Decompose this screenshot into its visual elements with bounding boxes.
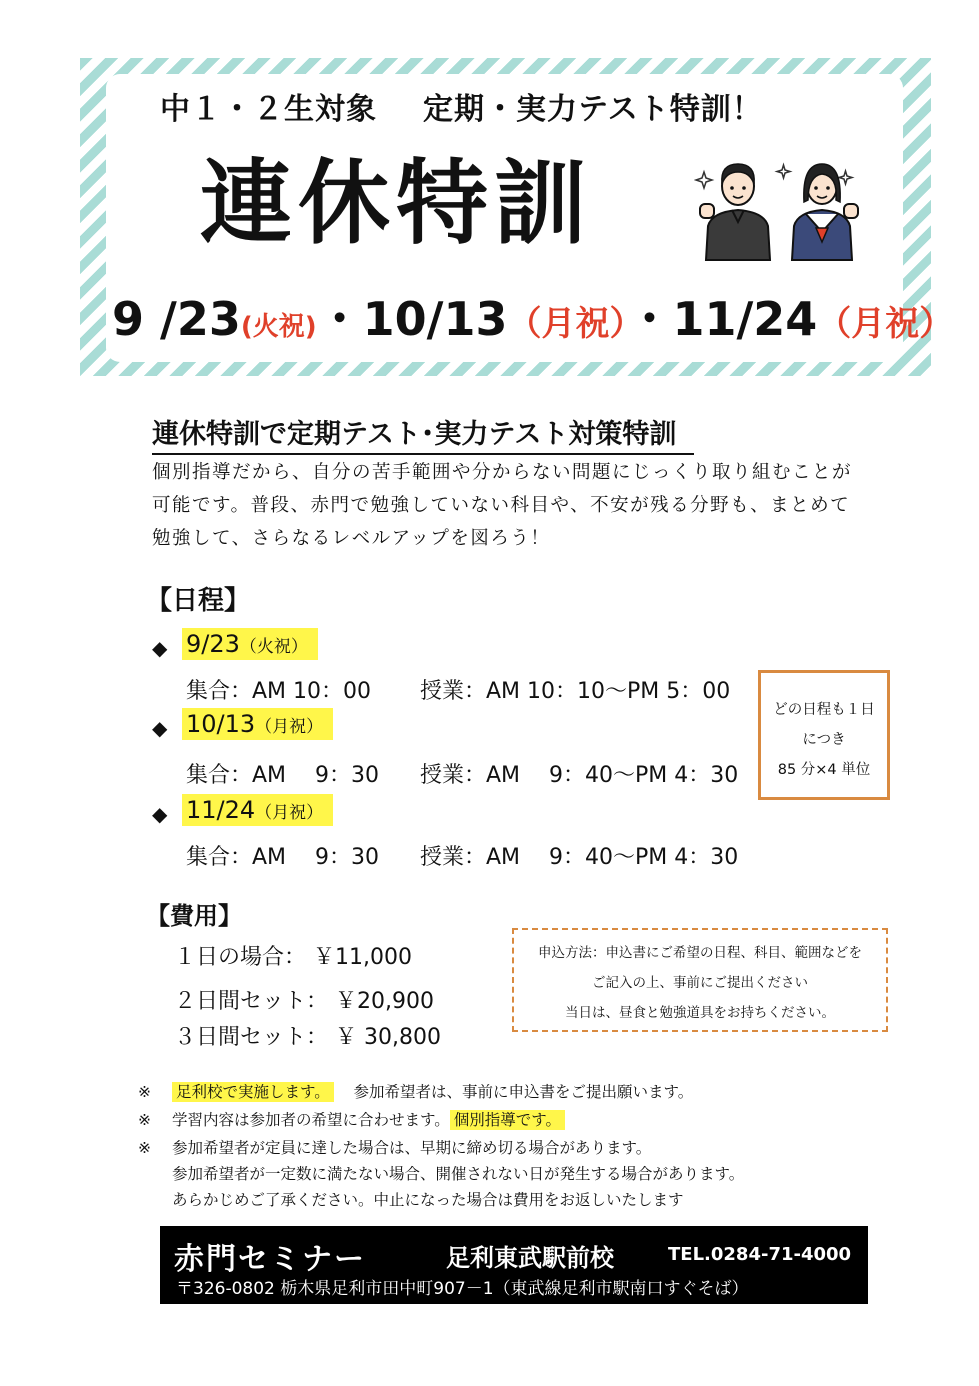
- note-3: [138, 1136, 651, 1158]
- date-separator: ・: [626, 292, 673, 346]
- bullet-icon: ◆: [152, 716, 168, 740]
- branch-name: 足利東武駅前校: [446, 1244, 614, 1272]
- note-1: [138, 1080, 693, 1102]
- schedule-class: 授業：AM 9：40～PM 4：30: [420, 763, 739, 788]
- intro-line: 勉強して、さらなるレベルアップを図ろう！: [152, 528, 551, 549]
- apply-box: [512, 928, 888, 1032]
- note-mark: ※: [138, 1139, 151, 1157]
- intro-body: [152, 456, 872, 555]
- schedule-date-2: [182, 710, 333, 738]
- note-line: どの日程も１日: [773, 702, 875, 718]
- note-3-line-3: あらかじめご了承ください。中止になった場合は費用をお返しいたします: [172, 1191, 684, 1209]
- header-subtitle: [160, 84, 763, 128]
- schedule-date-1: [182, 630, 318, 658]
- note-text: 学習内容は参加者の希望に合わせます。: [172, 1111, 450, 1129]
- intro-line: 個別指導だから、自分の苦手範囲や分からない問題にじっくり取り組むことが: [152, 462, 853, 483]
- date-1: 9 /23: [112, 292, 241, 346]
- schedule-gather: 集合：AM 9：30: [186, 845, 380, 870]
- schedule-gather: 集合：AM 9：30: [186, 763, 380, 788]
- schedule-date: 11/24: [186, 796, 256, 824]
- schedule-gather: 集合：AM 10：00: [186, 679, 372, 704]
- phone-number: TEL.0284-71-4000: [668, 1244, 852, 1265]
- schedule-holiday: （月祝）: [255, 717, 324, 737]
- schedule-holiday: （月祝）: [255, 803, 324, 823]
- subtitle-target: 中１・２生対象: [160, 92, 377, 127]
- subtitle-topic: 定期・実力テスト特訓！: [423, 92, 763, 127]
- note-2: [138, 1108, 565, 1130]
- bullet-icon: ◆: [152, 802, 168, 826]
- note-mark: ※: [138, 1083, 151, 1101]
- schedule-date-3: [182, 796, 333, 824]
- date-3-holiday: （月祝）: [817, 304, 954, 344]
- date-3: 11/24: [672, 292, 818, 346]
- apply-line: ご記入の上、事前にご提出ください: [592, 975, 808, 991]
- date-2-holiday: （月祝）: [507, 304, 627, 344]
- date-separator: ・: [316, 292, 363, 346]
- schedule-note-box: [758, 670, 890, 800]
- bullet-icon: ◆: [152, 636, 168, 660]
- address: 〒326-0802 栃木県足利市田中町907－1（東武線足利市駅南口すぐそば）: [176, 1279, 749, 1299]
- event-dates: [112, 292, 954, 346]
- apply-line: 当日は、昼食と勉強道具をお持ちください。: [565, 1005, 835, 1021]
- footer-bar: [160, 1226, 868, 1304]
- schedule-class: 授業：AM 9：40～PM 4：30: [420, 845, 739, 870]
- date-2: 10/13: [362, 292, 508, 346]
- note-highlight: 個別指導です。: [450, 1110, 565, 1130]
- schedule-date: 9/23: [186, 630, 240, 658]
- note-highlight: 足利校で実施します。: [172, 1082, 334, 1102]
- intro-heading: 連休特訓で定期テスト･実力テスト対策特訓: [152, 412, 694, 455]
- note-line: につき: [802, 732, 846, 748]
- fee-row: １日の場合： ￥11,000: [174, 945, 412, 970]
- schedule-holiday: （火祝）: [239, 637, 308, 657]
- note-mark: ※: [138, 1111, 151, 1129]
- students-icon: [694, 150, 862, 262]
- note-text: 参加希望者が定員に達した場合は、早期に締め切る場合があります。: [172, 1139, 652, 1157]
- apply-line: 申込方法：申込書にご希望の日程、科目、範囲などを: [538, 945, 862, 961]
- fee-row: ３日間セット： ￥ 30,800: [174, 1025, 441, 1050]
- school-name: 赤門セミナー: [174, 1242, 366, 1277]
- intro-line: 可能です。普段、赤門で勉強していない科目や、不安が残る分野も、まとめて: [152, 495, 851, 516]
- note-3-line-2: 参加希望者が一定数に満たない場合、開催されない日が発生する場合があります。: [172, 1165, 745, 1183]
- note-text: 参加希望者は、事前に申込書をご提出願います。: [353, 1083, 694, 1101]
- schedule-date: 10/13: [186, 710, 256, 738]
- schedule-heading: 【日程】: [146, 586, 251, 616]
- page-title: 連休特訓: [200, 150, 593, 257]
- fees-heading: 【費用】: [146, 902, 242, 930]
- date-1-holiday: (火祝): [240, 312, 317, 342]
- note-line: 85 分×4 単位: [777, 762, 871, 778]
- schedule-class: 授業：AM 10：10～PM 5：00: [420, 679, 731, 704]
- fee-row: ２日間セット： ￥20,900: [174, 989, 434, 1014]
